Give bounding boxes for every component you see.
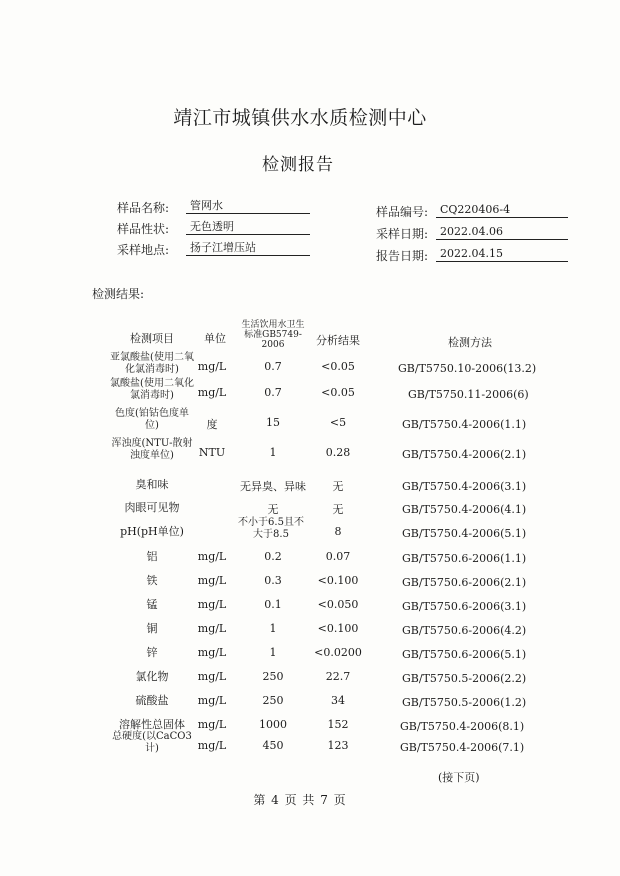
sample-id-value: CQ220406-4 — [436, 202, 568, 218]
table-row-item: 浑浊度(NTU-散射浊度单位) — [111, 438, 193, 461]
table-row-method: GB/T5750.11-2006(6) — [408, 388, 529, 401]
table-row-standard: 0.7 — [264, 386, 282, 399]
sample-name-value: 管网水 — [186, 198, 310, 214]
table-row-method: GB/T5750.4-2006(4.1) — [402, 503, 527, 516]
table-row-standard: 450 — [262, 739, 284, 752]
table-row-method: GB/T5750.4-2006(1.1) — [402, 418, 527, 431]
table-row-standard: 250 — [262, 670, 284, 683]
table-row-item: 氯酸盐(使用二氧化氯消毒时) — [110, 378, 194, 401]
table-row-item: 色度(铂钴色度单位) — [115, 408, 189, 431]
table-row-result: 152 — [327, 718, 349, 731]
table-row-method: GB/T5750.6-2006(3.1) — [402, 600, 527, 613]
table-row-result: <0.100 — [317, 574, 359, 587]
sample-name-label: 样品名称: — [117, 201, 170, 215]
table-row-unit: mg/L — [197, 386, 227, 399]
table-row-unit: mg/L — [197, 670, 227, 683]
header-unit: 单位 — [204, 332, 226, 345]
table-row-standard: 0.3 — [264, 574, 282, 587]
table-row-result: 0.07 — [325, 550, 351, 563]
table-row-item: 臭和味 — [135, 478, 169, 491]
sample-site-label: 采样地点: — [117, 243, 170, 257]
table-row-item: 铜 — [146, 622, 158, 635]
report-date-value: 2022.04.15 — [436, 246, 568, 262]
table-row-result: <0.0200 — [314, 646, 362, 659]
table-row-unit: mg/L — [197, 360, 227, 373]
table-row-item: 亚氯酸盐(使用二氧化氯消毒时) — [110, 352, 194, 375]
continued-note: (接下页) — [438, 771, 480, 784]
report-title: 检测报告 — [262, 155, 334, 175]
table-row-standard: 15 — [266, 416, 280, 429]
table-row-unit: mg/L — [197, 622, 227, 635]
table-row-result: 8 — [334, 525, 342, 538]
table-row-unit: mg/L — [197, 550, 227, 563]
table-row-result: <5 — [329, 416, 347, 429]
table-row-unit: mg/L — [197, 598, 227, 611]
table-row-result: <0.05 — [321, 360, 355, 373]
table-row-item: 铝 — [146, 550, 158, 563]
table-row-result: 34 — [331, 694, 345, 707]
sample-date-value: 2022.04.06 — [436, 224, 568, 240]
header-item: 检测项目 — [130, 332, 174, 345]
table-row-standard: 0.2 — [264, 550, 282, 563]
table-row-standard: 0.1 — [264, 598, 282, 611]
table-row-method: GB/T5750.6-2006(1.1) — [402, 552, 527, 565]
header-standard: 生活饮用水卫生标准GB5749-2006 — [241, 320, 305, 350]
table-row-item: 溶解性总固体 — [119, 718, 185, 731]
table-row-item: 氯化物 — [135, 670, 169, 683]
table-row-item: 锌 — [146, 646, 158, 659]
organization-title: 靖江市城镇供水水质检测中心 — [173, 107, 427, 129]
table-row-result: <0.05 — [321, 386, 355, 399]
header-method: 检测方法 — [448, 336, 492, 349]
sample-id-label: 样品编号: — [376, 205, 429, 219]
table-row-item: 总硬度(以CaCO3计) — [112, 731, 192, 754]
sample-trait-value: 无色透明 — [186, 219, 310, 235]
table-row-unit: NTU — [198, 446, 226, 459]
table-row-method: GB/T5750.4-2006(5.1) — [402, 527, 527, 540]
report-date-label: 报告日期: — [376, 249, 429, 263]
table-row-method: GB/T5750.10-2006(13.2) — [398, 362, 537, 375]
table-row-method: GB/T5750.4-2006(2.1) — [402, 448, 527, 461]
table-row-result: 123 — [327, 739, 349, 752]
table-row-standard: 无异臭、异味 — [240, 480, 306, 493]
table-row-method: GB/T5750.4-2006(3.1) — [402, 480, 527, 493]
sample-site-value: 扬子江增压站 — [186, 240, 310, 256]
table-row-item: 硫酸盐 — [135, 694, 169, 707]
table-row-unit: mg/L — [197, 694, 227, 707]
table-row-item: 铁 — [146, 574, 158, 587]
table-row-method: GB/T5750.4-2006(7.1) — [400, 741, 525, 754]
results-label: 检测结果: — [92, 287, 145, 301]
table-row-standard: 1 — [269, 446, 277, 459]
table-row-result: 无 — [332, 503, 344, 516]
table-row-standard: 不小于6.5且不大于8.5 — [238, 517, 304, 540]
page-footer: 第 4 页 共 7 页 — [253, 793, 347, 807]
table-row-standard: 1 — [269, 646, 277, 659]
sample-date-label: 采样日期: — [376, 227, 429, 241]
table-row-item: pH(pH单位) — [120, 525, 184, 538]
table-row-result: 22.7 — [325, 670, 351, 683]
table-row-method: GB/T5750.5-2006(2.2) — [402, 672, 527, 685]
table-row-method: GB/T5750.6-2006(4.2) — [402, 624, 527, 637]
table-row-method: GB/T5750.6-2006(2.1) — [402, 576, 527, 589]
table-row-method: GB/T5750.4-2006(8.1) — [400, 720, 525, 733]
table-row-unit: mg/L — [197, 574, 227, 587]
table-row-method: GB/T5750.6-2006(5.1) — [402, 648, 527, 661]
table-row-unit: mg/L — [197, 739, 227, 752]
table-row-item: 肉眼可见物 — [124, 501, 180, 514]
table-row-standard: 无 — [267, 503, 279, 516]
table-row-standard: 1 — [269, 622, 277, 635]
table-row-standard: 250 — [262, 694, 284, 707]
table-row-result: 无 — [332, 480, 344, 493]
table-row-standard: 1000 — [259, 718, 287, 731]
header-result: 分析结果 — [316, 334, 360, 347]
sample-trait-label: 样品性状: — [117, 222, 170, 236]
table-row-unit: 度 — [206, 418, 218, 431]
table-row-unit: mg/L — [197, 646, 227, 659]
table-row-standard: 0.7 — [264, 360, 282, 373]
table-row-unit: mg/L — [197, 718, 227, 731]
table-row-result: <0.100 — [317, 622, 359, 635]
table-row-method: GB/T5750.5-2006(1.2) — [402, 696, 527, 709]
table-row-result: <0.050 — [317, 598, 359, 611]
table-row-result: 0.28 — [325, 446, 351, 459]
table-row-item: 锰 — [146, 598, 158, 611]
